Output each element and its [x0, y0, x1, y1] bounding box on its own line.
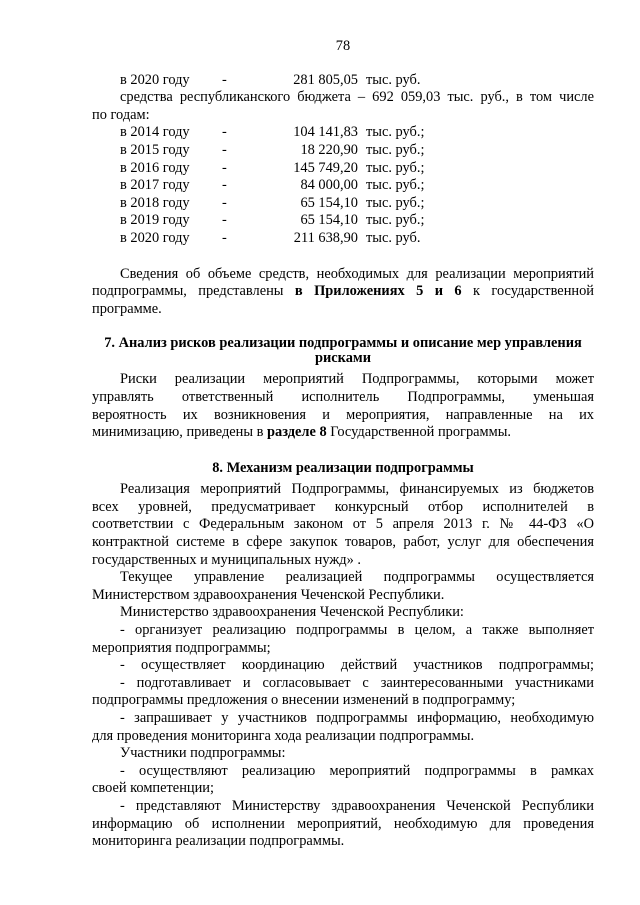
paragraph-line: Министерство здравоохранения Чеченской Республики: — [120, 604, 464, 621]
funding-row — [92, 177, 594, 195]
list-item-line: своей компетенции; — [92, 780, 214, 797]
list-item-line: - запрашивает у участников подпрограммы информацию, необходимую — [120, 710, 594, 726]
paragraph-line: программе. — [92, 300, 162, 317]
funding-row — [92, 195, 594, 213]
section-8-heading: 8. Механизм реализации подпрограммы — [212, 459, 474, 476]
year-label: в 2014 году — [120, 124, 190, 141]
paragraph-line: Министерством здравоохранения Чеченской Республики. — [92, 586, 445, 603]
paragraph-line: Реализация мероприятий Подпрограммы, финансируемых из бюджетов — [120, 481, 594, 498]
amount: 18 220,90 — [300, 141, 358, 158]
funding-row — [92, 230, 594, 248]
mechanism-body — [92, 481, 594, 850]
unit: тыс. руб.; — [366, 159, 425, 176]
by-years-line: по годам: — [92, 106, 150, 123]
funding-row — [92, 160, 594, 178]
paragraph-line: Текущее управление реализацией подпрограммы осуществляется — [120, 569, 594, 586]
list-item-line: мониторинга реализации подпрограммы. — [92, 833, 345, 850]
year-label: в 2020 году — [120, 71, 190, 88]
unit: тыс. руб.; — [366, 212, 425, 229]
unit: тыс. руб. — [366, 71, 421, 88]
year-label: в 2019 году — [120, 212, 190, 229]
unit: тыс. руб. — [366, 229, 421, 246]
dash: - — [222, 194, 227, 211]
text-run: к государственной — [473, 283, 594, 300]
year-label: в 2020 году — [120, 229, 190, 246]
list-item-line: - осуществляют реализацию мероприятий подпрограммы в рамках — [120, 762, 594, 779]
year-label: в 2017 году — [120, 177, 190, 194]
amount: 65 154,10 — [300, 212, 358, 229]
dash: - — [222, 177, 227, 194]
paragraph-line — [92, 283, 594, 301]
dash: - — [222, 124, 227, 141]
republic-budget-line: средства республиканского бюджета – 692 059,03 тыс. руб., в том числе — [120, 89, 594, 106]
list-item-line: - представляют Министерству здравоохранения Чеченской Республики — [120, 797, 594, 814]
spacer — [92, 442, 594, 460]
appendix-reference: в Приложениях 5 и 6 — [294, 283, 462, 300]
paragraph-line: Участники подпрограммы: — [120, 745, 286, 762]
unit: тыс. руб.; — [366, 177, 425, 194]
funding-by-year-list — [92, 124, 594, 247]
dash: - — [222, 71, 227, 88]
appendix-paragraph — [92, 266, 594, 319]
paragraph-line: всех уровней, предусматривает конкурсный отбор исполнителей в — [92, 498, 594, 515]
funding-row — [92, 142, 594, 160]
text-run: Государственной программы. — [330, 424, 512, 441]
paragraph-line: контрактной системе в сфере закупок товаров, работ, услуг для обеспечения — [92, 534, 594, 551]
list-item-line: - осуществляет координацию действий участников подпрограммы; — [120, 657, 594, 674]
year-label: в 2016 году — [120, 159, 190, 176]
list-item-line: для проведения мониторинга хода реализации подпрограммы. — [92, 727, 475, 744]
amount: 104 141,83 — [293, 124, 358, 141]
paragraph-line: Сведения об объеме средств, необходимых для реализации мероприятий — [120, 265, 594, 282]
funding-row — [92, 212, 594, 230]
dash: - — [222, 159, 227, 176]
paragraph-line: вероятность их возникновения и мероприятия, направленные на их — [92, 406, 594, 423]
section-reference: разделе 8 — [267, 424, 327, 441]
list-item-line: информацию об исполнении мероприятий, необходимую для проведения — [92, 815, 594, 832]
dash: - — [222, 229, 227, 246]
text-run: подпрограммы, представлены — [92, 283, 284, 300]
heading-line: рисками — [314, 350, 372, 367]
list-item-line: подпрограммы предложения о внесении изменений в подпрограмму; — [92, 692, 516, 709]
spacer — [92, 248, 594, 266]
spacer — [92, 318, 594, 336]
funding-row-top — [92, 72, 594, 90]
list-item-line: - организует реализацию подпрограммы в целом, а также выполняет — [120, 622, 594, 639]
dash: - — [222, 212, 227, 229]
year-label: в 2015 году — [120, 141, 190, 158]
heading-line: 7. Анализ рисков реализации подпрограммы и описание мер управления — [104, 335, 582, 352]
amount: 211 638,90 — [293, 229, 358, 246]
paragraph-line: соответствии с Федеральным законом от 5 апреля 2013 г. № 44-ФЗ «О — [92, 516, 594, 533]
funding-row — [92, 124, 594, 142]
amount: 84 000,00 — [300, 177, 358, 194]
list-item-line: - подготавливает и согласовывает с заинтересованными участниками — [120, 674, 594, 691]
paragraph-line: Риски реализации мероприятий Подпрограммы, которыми может — [120, 371, 594, 388]
unit: тыс. руб.; — [366, 141, 425, 158]
year-label: в 2018 году — [120, 194, 190, 211]
page-number: 78 — [335, 38, 351, 54]
amount: 281 805,05 — [293, 71, 358, 88]
paragraph-line — [92, 424, 594, 442]
section-7-heading — [92, 336, 594, 366]
amount: 65 154,10 — [300, 194, 358, 211]
list-item-line: мероприятия подпрограммы; — [92, 639, 271, 656]
risks-paragraph — [92, 371, 594, 441]
unit: тыс. руб.; — [366, 194, 425, 211]
paragraph-line: государственных и муниципальных нужд» . — [92, 551, 362, 568]
text-run: минимизацию, приведены в — [92, 424, 264, 441]
unit: тыс. руб.; — [366, 124, 425, 141]
paragraph-line: управлять ответственный исполнитель Подпрограммы, уменьшая — [92, 388, 594, 405]
amount: 145 749,20 — [293, 159, 358, 176]
dash: - — [222, 141, 227, 158]
